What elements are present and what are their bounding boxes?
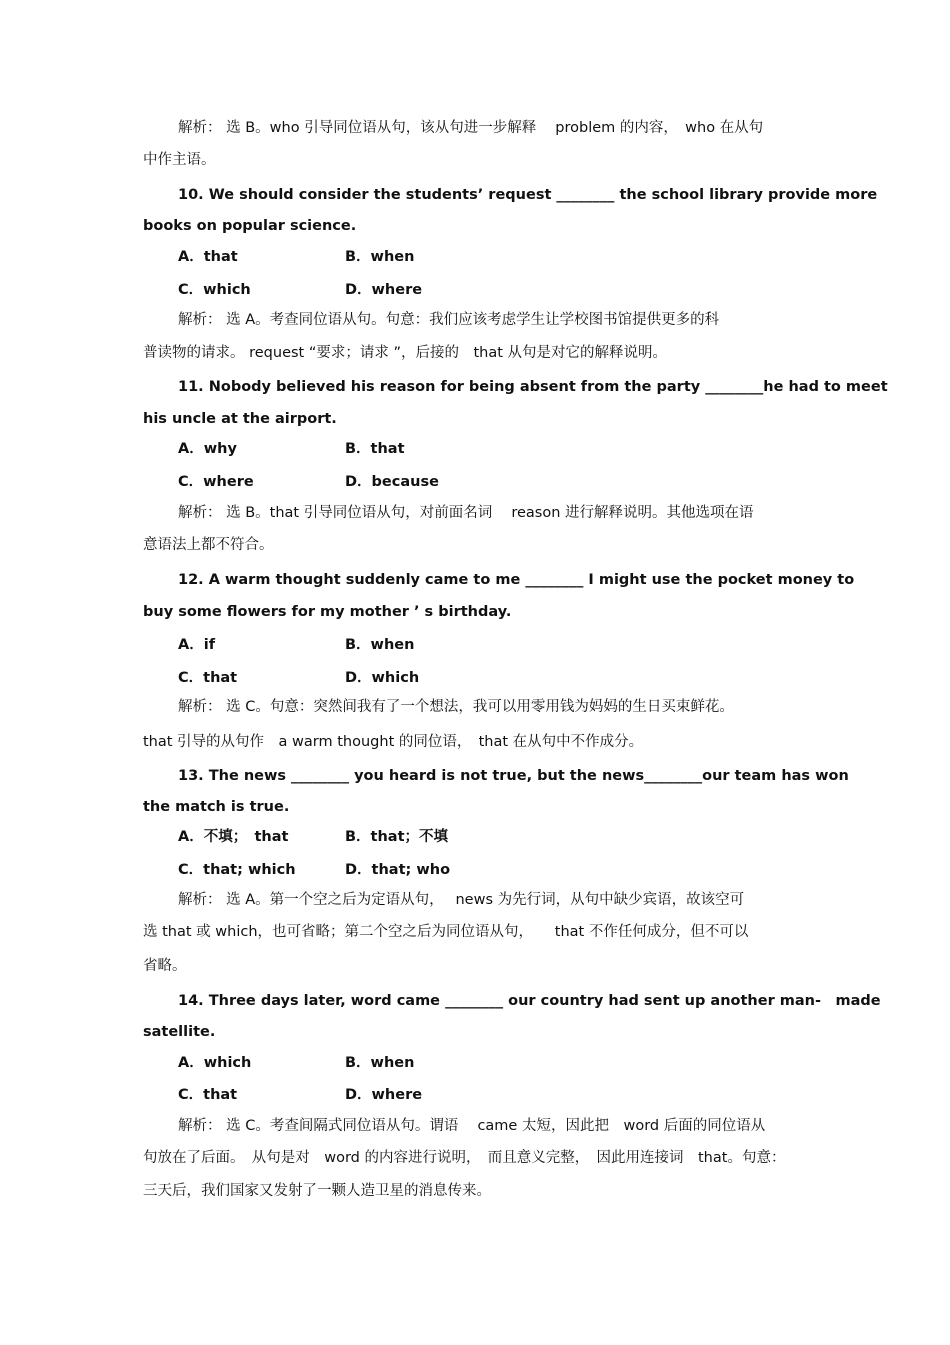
question-stem: 11. Nobody believed his reason for being absent from the party ________he had to meet bbox=[178, 379, 888, 395]
explanation-line: 普读物的请求。 request “要求；请求 ”，后接的 that 从句是对它的解释说明。 bbox=[143, 345, 668, 361]
option-c: C．that bbox=[178, 1087, 238, 1103]
option-b: B．that bbox=[345, 441, 405, 457]
explanation-line: 解析： 选 B。who 引导同位语从句，该从句进一步解释 problem 的内容， who 在从句 bbox=[178, 120, 764, 136]
explanation-line: 句放在了后面。 从句是对 word 的内容进行说明， 而且意义完整， 因此用连接词 that。句意： bbox=[143, 1150, 786, 1166]
question-stem: the match is true. bbox=[143, 799, 290, 815]
option-b: B．when bbox=[345, 249, 415, 265]
explanation-line: 意语法上都不符合。 bbox=[143, 537, 274, 553]
explanation-line: 解析： 选 C。句意：突然间我有了一个想法，我可以用零用钱为妈妈的生日买束鲜花。 bbox=[178, 699, 734, 715]
question-stem: satellite. bbox=[143, 1024, 216, 1040]
option-c: C．which bbox=[178, 282, 251, 298]
explanation-line: 中作主语。 bbox=[143, 152, 216, 168]
question-stem: 10. We should consider the students’ request ________ the school library provide more bbox=[178, 187, 878, 203]
option-a: A．why bbox=[178, 441, 237, 457]
explanation-line: that 引导的从句作 a warm thought 的同位语， that 在从句中不作成分。 bbox=[143, 734, 644, 750]
option-a: A．that bbox=[178, 249, 238, 265]
question-stem: books on popular science. bbox=[143, 218, 357, 234]
option-b: B．when bbox=[345, 1055, 415, 1071]
option-d: D．where bbox=[345, 1087, 423, 1103]
option-a: A．which bbox=[178, 1055, 252, 1071]
option-b: B．when bbox=[345, 637, 415, 653]
explanation-line: 解析： 选 A。第一个空之后为定语从句， news 为先行词，从句中缺少宾语，故该空可 bbox=[178, 892, 745, 908]
option-d: D．because bbox=[345, 474, 439, 490]
option-d: D．where bbox=[345, 282, 423, 298]
question-stem: 12. A warm thought suddenly came to me ________ I might use the pocket money to bbox=[178, 572, 855, 588]
question-stem: 13. The news ________ you heard is not true, but the news________our team has won bbox=[178, 768, 849, 784]
explanation-line: 解析： 选 C。考查间隔式同位语从句。谓语 came 太短，因此把 word 后面的同位语从 bbox=[178, 1118, 766, 1134]
option-d: D．that; who bbox=[345, 862, 451, 878]
question-stem: his uncle at the airport. bbox=[143, 411, 337, 427]
option-b: B．that；不填 bbox=[345, 829, 449, 845]
explanation-line: 三天后，我们国家又发射了一颗人造卫星的消息传来。 bbox=[143, 1183, 491, 1199]
option-c: C．where bbox=[178, 474, 254, 490]
option-c: C．that; which bbox=[178, 862, 296, 878]
question-stem: buy some flowers for my mother ’ s birthday. bbox=[143, 604, 512, 620]
option-c: C．that bbox=[178, 670, 238, 686]
option-a: A．不填； that bbox=[178, 829, 289, 845]
explanation-line: 解析： 选 B。that 引导同位语从句，对前面名词 reason 进行解释说明。其他选项在语 bbox=[178, 505, 754, 521]
question-stem: 14. Three days later, word came ________ our country had sent up another man- made bbox=[178, 993, 881, 1009]
option-a: A．if bbox=[178, 637, 216, 653]
option-d: D．which bbox=[345, 670, 420, 686]
explanation-line: 省略。 bbox=[143, 958, 187, 974]
explanation-line: 选 that 或 which，也可省略；第二个空之后为同位语从句， that 不作任何成分，但不可以 bbox=[143, 924, 749, 940]
explanation-line: 解析： 选 A。考查同位语从句。句意：我们应该考虑学生让学校图书馆提供更多的科 bbox=[178, 312, 720, 328]
